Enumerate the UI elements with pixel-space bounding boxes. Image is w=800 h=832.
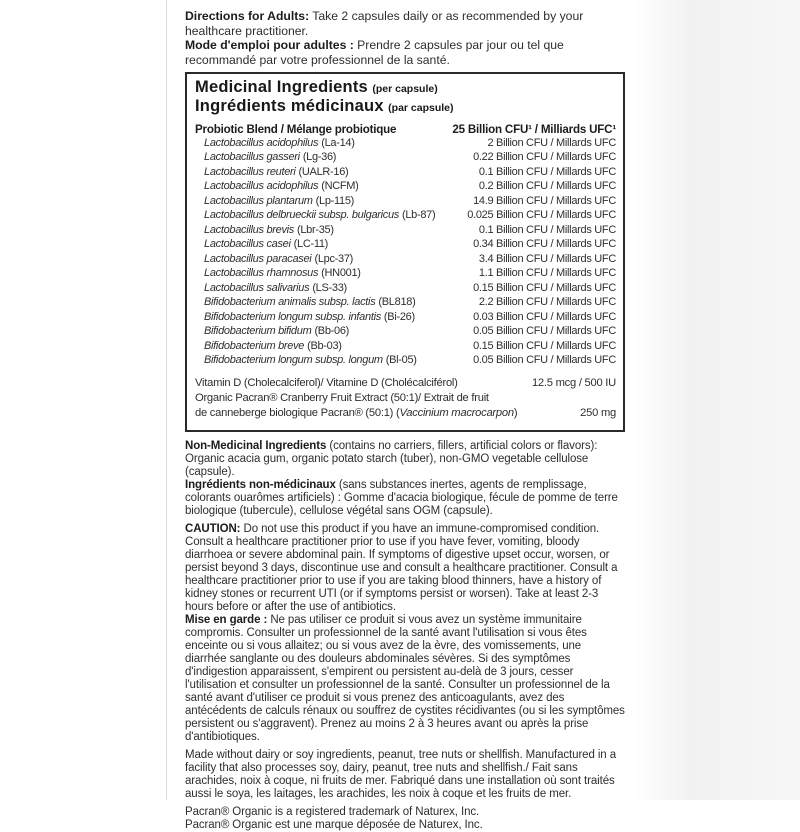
non-medicinal-fr bbox=[185, 479, 625, 518]
strain-code: (Lb-87) bbox=[402, 209, 436, 222]
non-medicinal-en-text: (contains no carriers, fillers, artificial colors or flavors): Organic acacia gum, organic potato starch (tuber), non-GMO vegetable cellulose (capsule). bbox=[185, 440, 598, 479]
strain-name bbox=[195, 353, 417, 368]
panel-title-en-note: (per capsule) bbox=[372, 82, 438, 95]
strain-value: 0.15 Billion CFU / Millards UFC bbox=[473, 339, 616, 352]
strain-name bbox=[195, 208, 435, 223]
strain-row bbox=[195, 339, 616, 354]
label-edge-line bbox=[166, 0, 167, 800]
cranberry-value: 250 mg bbox=[580, 406, 616, 419]
strain-code: (LC-11) bbox=[293, 238, 329, 251]
strain-name bbox=[195, 281, 347, 296]
directions-fr-text: Prendre 2 capsules par jour ou tel que recommandé par votre professionnel de la santé. bbox=[185, 38, 564, 67]
strain-code: (Bi-26) bbox=[383, 310, 415, 323]
strain-value: 0.05 Billion CFU / Millards UFC bbox=[473, 325, 616, 338]
strain-value: 14.9 Billion CFU / Millards UFC bbox=[473, 194, 616, 207]
probiotic-blend-row bbox=[195, 123, 616, 136]
strain-code: (Bb-06) bbox=[314, 325, 350, 338]
cranberry-line1: Organic Pacran® Cranberry Fruit Extract (50:1)/ Extrait de fruit bbox=[195, 391, 489, 404]
strain-row bbox=[195, 266, 616, 281]
strain-code: (NCFM) bbox=[321, 180, 359, 193]
strain-value: 2 Billion CFU / Millards UFC bbox=[487, 136, 616, 149]
directions-fr-label: Mode d'emploi pour adultes : bbox=[185, 38, 354, 53]
strain-value: 0.34 Billion CFU / Millards UFC bbox=[473, 238, 616, 251]
cranberry-line2-post: ) bbox=[513, 406, 518, 419]
strain-species: Bifidobacterium animalis subsp. lactis bbox=[204, 296, 376, 309]
strain-value: 0.22 Billion CFU / Millards UFC bbox=[473, 151, 616, 164]
panel-title-fr-note: (par capsule) bbox=[388, 101, 454, 114]
allergen-statement: Made without dairy or soy ingredients, peanut, tree nuts or shellfish. Manufactured in a facility that also processes soy, dairy, peanut, tree nuts and shellfish./ Fait sans arachides, noix à coque, ni fruits de mer. Fabriqué dans une installation où sont traités aussi le soya, les laitages, les arachides, les noix à coque et les fruits de mer. bbox=[185, 748, 616, 800]
strain-code: (Lbr-35) bbox=[297, 223, 334, 236]
label-right-shade bbox=[634, 0, 800, 800]
vitamin-d-row bbox=[195, 377, 616, 389]
strain-value: 0.1 Billion CFU / Millards UFC bbox=[478, 165, 616, 178]
strain-species: Lactobacillus acidophilus bbox=[204, 136, 319, 149]
strain-species: Bifidobacterium longum subsp. longum bbox=[204, 354, 383, 367]
strain-species: Lactobacillus delbrueckii subsp. bulgaricus bbox=[204, 209, 399, 222]
strain-name bbox=[195, 310, 415, 325]
strain-value: 0.025 Billion CFU / Millards UFC bbox=[467, 209, 616, 222]
strain-species: Bifidobacterium breve bbox=[204, 339, 305, 352]
strain-value: 0.05 Billion CFU / Millards UFC bbox=[473, 354, 616, 367]
vitamin-d-value: 12.5 mcg / 500 IU bbox=[531, 376, 616, 389]
strain-row bbox=[195, 208, 616, 223]
strain-name bbox=[195, 165, 348, 180]
strain-code: (BL818) bbox=[378, 296, 416, 309]
strain-code: (Lg-36) bbox=[302, 151, 337, 164]
strain-value: 1.1 Billion CFU / Millards UFC bbox=[478, 267, 616, 280]
caution-fr-text: Ne pas utiliser ce produit si vous avez un système immunitaire compromis. Consulter un professionnel de la santé avant l'utilisation si vous êtes enceinte ou si vous allaitez; ou si vous avez de la èvre, des vomissements, une diarrhée sanglante ou des douleurs abdominales sévères. Si des symptômes d'indigestion apparaissent, s'empirent ou persistent au-delà de 3 jours, cesser l'utilisation et consulter un professionnel de la santé. Consulter un professionnel de la santé avant d'utiliser ce produit si vous prenez des anticoagulants, avez des antécédents de calculs rénaux ou souffrez de cystites récidivantes (ou si les symptômes persistent ou s'aggravent). Prenez au moins 2 à 3 heures avant ou après la prise d'antibiotiques. bbox=[185, 613, 625, 743]
probiotic-blend-value: 25 Billion CFU¹ / Milliards UFC¹ bbox=[452, 122, 616, 136]
strain-code: (Bl-05) bbox=[385, 354, 417, 367]
non-medicinal-fr-label: Ingrédients non-médicinaux bbox=[185, 479, 336, 492]
strain-name bbox=[195, 266, 361, 281]
strain-species: Lactobacillus salivarius bbox=[204, 281, 310, 294]
strain-row bbox=[195, 223, 616, 238]
non-medicinal-en bbox=[185, 440, 625, 479]
strain-value: 0.03 Billion CFU / Millards UFC bbox=[473, 310, 616, 323]
strain-code: (Lp-115) bbox=[315, 194, 355, 207]
strain-name bbox=[195, 339, 342, 354]
strain-name bbox=[195, 150, 336, 165]
cranberry-row bbox=[195, 391, 616, 420]
strain-row bbox=[195, 353, 616, 368]
non-medicinal-en-label: Non-Medicinal Ingredients bbox=[185, 440, 327, 453]
strain-code: (La-14) bbox=[321, 136, 355, 149]
strain-species: Lactobacillus paracasei bbox=[204, 252, 312, 265]
strain-code: (LS-33) bbox=[312, 281, 347, 294]
cranberry-label bbox=[195, 391, 517, 420]
strain-value: 3.4 Billion CFU / Millards UFC bbox=[478, 252, 616, 265]
strain-row bbox=[195, 136, 616, 151]
strain-code: (UALR-16) bbox=[298, 165, 349, 178]
directions-fr bbox=[185, 38, 625, 67]
strain-row bbox=[195, 194, 616, 209]
strain-species: Lactobacillus acidophilus bbox=[204, 180, 319, 193]
strain-row bbox=[195, 281, 616, 296]
strain-species: Bifidobacterium longum subsp. infantis bbox=[204, 310, 381, 323]
non-medicinal-fr-text: (sans substances inertes, agents de remplissage, colorants ouarômes artificiels) : Gomme d'acacia biologique, fécule de pomme de terre biologique (tubercule), cellulose végétal sans OGM (capsule). bbox=[185, 479, 618, 518]
strain-row bbox=[195, 310, 616, 325]
strain-code: (Bb-03) bbox=[307, 339, 342, 352]
strain-name bbox=[195, 237, 328, 252]
strain-species: Bifidobacterium bifidum bbox=[204, 325, 312, 338]
strain-name bbox=[195, 136, 355, 151]
lower-text-block bbox=[185, 440, 625, 832]
caution-fr-label: Mise en garde : bbox=[185, 613, 268, 626]
label-content bbox=[185, 9, 625, 832]
strain-species: Lactobacillus reuteri bbox=[204, 165, 296, 178]
cranberry-line2-pre: de canneberge biologique Pacran® (50:1) ( bbox=[195, 406, 400, 419]
panel-title-en bbox=[195, 78, 616, 97]
strain-name bbox=[195, 194, 354, 209]
caution-en-text: Do not use this product if you have an immune-compromised condition. Consult a healthcare practitioner prior to use if you have fever, vomiting, bloody diarrhoea or severe abdominal pain. If symptoms of digestive upset occur, worsen, or persist beyond 3 days, discontinue use and consult a healthcare practitioner. Consult a healthcare practitioner prior to use if you are taking blood thinners, have a history of kidney stones or recurrent UTI (or if symptoms persist or worsen). Take at least 2-3 hours before or after the use of antibiotics. bbox=[185, 523, 618, 613]
strain-species: Lactobacillus gasseri bbox=[204, 151, 300, 164]
strain-species: Lactobacillus rhamnosus bbox=[204, 267, 319, 280]
strain-row bbox=[195, 165, 616, 180]
strain-name bbox=[195, 179, 359, 194]
strain-species: Lactobacillus casei bbox=[204, 238, 291, 251]
caution-en bbox=[185, 523, 625, 614]
strain-row bbox=[195, 179, 616, 194]
strain-value: 2.2 Billion CFU / Millards UFC bbox=[478, 296, 616, 309]
vitamin-d-label: Vitamin D (Cholecalciferol)/ Vitamine D (Cholécalciférol) bbox=[195, 376, 458, 389]
strain-name bbox=[195, 324, 349, 339]
strain-row bbox=[195, 150, 616, 165]
strain-list bbox=[195, 136, 616, 368]
cranberry-species: Vaccinium macrocarpon bbox=[399, 406, 514, 419]
panel-title-fr-text: Ingrédients médicinaux bbox=[195, 96, 384, 115]
trademark-fr: Pacran® Organic est une marque déposée de Naturex, Inc. bbox=[185, 818, 483, 831]
directions-en-text: Take 2 capsules daily or as recommended by your healthcare practitioner. bbox=[185, 9, 584, 38]
trademark-en: Pacran® Organic is a registered trademark of Naturex, Inc. bbox=[185, 805, 480, 818]
caution-en-label: CAUTION: bbox=[185, 523, 241, 535]
probiotic-blend-label: Probiotic Blend / Mélange probiotique bbox=[195, 122, 397, 136]
panel-title-en-text: Medicinal Ingredients bbox=[195, 77, 368, 96]
strain-name bbox=[195, 252, 353, 267]
strain-row bbox=[195, 252, 616, 267]
strain-species: Lactobacillus plantarum bbox=[204, 194, 313, 207]
strain-row bbox=[195, 237, 616, 252]
strain-value: 0.2 Billion CFU / Millards UFC bbox=[478, 180, 616, 193]
strain-species: Lactobacillus brevis bbox=[204, 223, 294, 236]
strain-code: (Lpc-37) bbox=[314, 252, 354, 265]
strain-row bbox=[195, 324, 616, 339]
strain-code: (HN001) bbox=[321, 267, 361, 280]
strain-value: 0.1 Billion CFU / Millards UFC bbox=[478, 223, 616, 236]
directions-en bbox=[185, 9, 625, 38]
medicinal-ingredients-panel bbox=[185, 72, 625, 433]
strain-name bbox=[195, 223, 334, 238]
strain-row bbox=[195, 295, 616, 310]
directions-en-label: Directions for Adults: bbox=[185, 9, 310, 23]
panel-title-fr bbox=[195, 97, 616, 116]
strain-value: 0.15 Billion CFU / Millards UFC bbox=[473, 281, 616, 294]
strain-name bbox=[195, 295, 415, 310]
caution-fr bbox=[185, 614, 625, 744]
